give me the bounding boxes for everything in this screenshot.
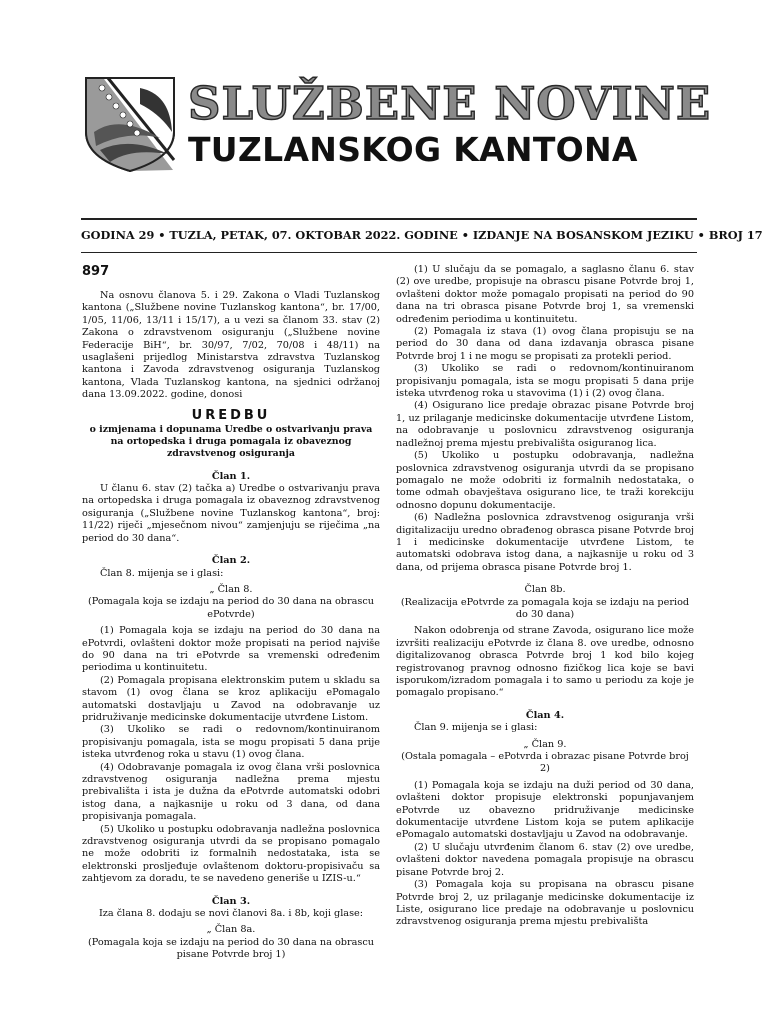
article-intro: Član 8. mijenja se i glasi: xyxy=(100,567,224,579)
paragraph: (4) Odobravanje pomagala iz ovog člana vrši poslovnica zdravstvenog osiguranja nadležna prema mjestu prebivališta i ista je dužna da ePotvrde automatski odobri istog dana, a najkasnije u roku od 3 dana, od dana propisivanja pomagala. xyxy=(82,761,380,823)
quoted-article-heading: „ Član 8a. xyxy=(206,924,256,936)
paragraph: (5) Ukoliko u postupku odobravanja nadležna poslovnica zdravstvenog osiguranja utvrdi da se propisano pomagalo ne može odobriti iz formalnih nedostataka, ista se elektronski prosljeđuje ovlaštenom doktoru-propisivaču sa zahtjevom za doradu, te se navedeno generiše u IZIS-u.“ xyxy=(82,823,380,885)
top-divider xyxy=(81,218,697,220)
quoted-article-heading: „ Član 9. xyxy=(523,738,567,750)
act-number: 897 xyxy=(82,264,110,279)
paragraph: (3) Ukoliko se radi o redovnom/kontinuiranom propisivanju pomagala, ista se mogu propisati 5 dana prije isteka utvrđenog roka u stavovima (1) i (2) ovog člana. xyxy=(396,363,694,400)
quoted-article-subtitle: (Realizacija ePotvrde za pomagala koja se izdaju na period do 30 dana) xyxy=(400,596,690,620)
quoted-article-subtitle: (Pomagala koja se izdaju na period do 30 dana na obrascu ePotvrde) xyxy=(87,596,375,620)
article-text: U članu 6. stav (2) tačka a) Uredbe o ostvarivanju prava na ortopedska i druga pomagala iz obaveznog zdravstvenog osiguranja („Službene novine Tuzlanskog kantona“, broj: 11/22) riječi „mjesečnom nivou“ zamjenjuju se riječima „na period do 30 dana“. xyxy=(82,483,380,544)
preamble: Na osnovu članova 5. i 29. Zakona o Vladi Tuzlanskog kantona („Službene novine Tuzlanskog kantona“, br. 17/00, 1/05, 11/06, 13/11 i 15/17), a u vezi sa članom 33. stav (2) Zakona o zdravstvenom osiguranju („Službene novine Federacije BiH“, br. 30/97, 7/02, 70/08 i 48/11) na usaglašeni prijedlog Ministarstva zdravstva Tuzlanskog kantona i Zavoda zdravstvenog osiguranja Tuzlanskog kantona, Vlada Tuzlanskog kantona, na sjednici održanoj dana 13.09.2022. godine, donosi xyxy=(82,290,380,401)
act-subtitle: o izmjenama i dopunama Uredbe o ostvarivanju prava na ortopedska i druga pomagala iz obaveznog zdravstvenog osiguranja xyxy=(89,424,373,460)
paragraph: (3) Ukoliko se radi o redovnom/kontinuiranom propisivanju pomagala, ista se mogu propisati 5 dana prije isteka utvrđenog roka u stavu (1) ovog člana. xyxy=(82,724,380,761)
article-heading: Član 2. xyxy=(211,555,251,567)
article-intro: Iza člana 8. dodaju se novi članovi 8a. i 8b, koji glase: xyxy=(98,908,364,920)
quoted-article-heading: Član 8b. xyxy=(524,584,566,596)
masthead xyxy=(80,74,712,174)
article-heading: Član 3. xyxy=(211,895,251,907)
paragraph: (5) Ukoliko u postupku odobravanja, nadležna poslovnica zdravstvenog osiguranja utvrdi da se propisano pomagalo ne može odobriti iz formalnih nedostataka, o tome odmah obavještava osigurano lice, te traži korekciju odnosno dopunu dokumentacije. xyxy=(396,450,694,511)
paragraph: (3) Pomagala koja su propisana na obrascu pisane Potvrde broj 2, uz prilaganje medicinske dokumentacije iz Liste, osigurano lice predaje na odobravanje u poslovnicu zdravstvenog osiguranja prema mjestu prebivališta xyxy=(396,879,694,928)
act-title: UREDBU xyxy=(191,407,271,423)
paragraph: (1) Pomagala koja se izdaju na period do 30 dana na ePotvrdi, ovlašteni doktor može propisati na period najviše do 90 dana na tri ePotvrde sa vremenski određenim periodima u kontinuitetu. xyxy=(82,625,380,674)
paragraph: (6) Nadležna poslovnica zdravstvenog osiguranja vrši digitalizaciju uredno obrađenog obrasca pisane Potvrde broj 1 i medicinske dokumentacije utvrđene Listom, te automatski odobrava istog dana, a najkasnije u roku od 3 dana, od prijema obrasca pisane Potvrde broj 1. xyxy=(396,512,694,573)
article-intro: Član 9. mijenja se i glasi: xyxy=(414,722,538,734)
paragraph: (1) U slučaju da se pomagalo, a saglasno članu 6. stav (2) ove uredbe, propisuje na obrascu pisane Potvrde broj 1, ovlašteni doktor može pomagalo propisati na period do 90 dana na tri obrasca pisane Potvrde broj 1, sa vremenski određenim periodima u kontinuitetu. xyxy=(396,264,694,325)
article-heading: Član 4. xyxy=(525,709,565,721)
masthead-title: SLUŽBENE NOVINE xyxy=(188,77,712,130)
bottom-divider xyxy=(81,252,697,253)
article-heading: Član 1. xyxy=(211,470,251,482)
issue-line: GODINA 29 • TUZLA, PETAK, 07. OKTOBAR 2022. GODINE • IZDANJE NA BOSANSKOM JEZIKU • BROJ 17 xyxy=(81,228,763,242)
paragraph: (2) U slučaju utvrđenim članom 6. stav (2) ove uredbe, ovlašteni doktor navedena pomagala propisuje na obrascu pisane Potvrde broj 2. xyxy=(396,841,694,878)
paragraph: (2) Pomagala iz stava (1) ovog člana propisuju se na period do 30 dana od dana izdavanja obrasca pisane Potvrde broj 1 i ne mogu se propisati za protekli period. xyxy=(396,326,694,362)
paragraph: Nakon odobrenja od strane Zavoda, osigurano lice može izvršiti realizaciju ePotvrde iz člana 8. ove uredbe, odnosno digitalizovanog obrasca Potvrde broj 1 kod bilo kojeg registrovanog pravnog odnosno fizičkog lica koje se bavi isporukom/izradom pomagala i to samo u periodu za koje je pomagalo propisano.“ xyxy=(396,625,694,699)
right-column xyxy=(396,264,694,929)
paragraph: (4) Osigurano lice predaje obrazac pisane Potvrde broj 1, uz prilaganje medicinske dokumentacije utvrđene Listom, na odobravanje u poslovnicu zdravstvenog osiguranja nadležnoj prema mjestu prebivališta osiguranog lica. xyxy=(396,400,694,449)
paragraph: (2) Pomagala propisana elektronskim putem u skladu sa stavom (1) ovog člana se kroz aplikaciju ePomagalo automatski dostavljaju u Zavod na odobravanje uz pridruživanje medicinske dokumentacije utvrđene Listom. xyxy=(82,674,380,723)
quoted-article-subtitle: (Ostala pomagala – ePotvrda i obrazac pisane Potvrde broj 2) xyxy=(401,751,689,775)
paragraph: (1) Pomagala koja se izdaju na duži period od 30 dana, ovlašteni doktor propisuje elektronski popunjavanjem ePotvrde uz obavezno pridruživanje medicinske dokumentacije utvrđene Listom koja se putem aplikacije ePomagalo automatski dostavljaju u Zavod na odobravanje. xyxy=(396,779,694,841)
quoted-article-heading: „ Član 8. xyxy=(209,583,253,595)
masthead-subtitle: TUZLANSKOG KANTONA xyxy=(188,130,638,169)
left-column xyxy=(82,264,380,962)
quoted-article-subtitle: (Pomagala koja se izdaju na period do 30 dana na obrascu pisane Potvrde broj 1) xyxy=(87,936,375,961)
coat-of-arms-icon xyxy=(80,74,180,174)
